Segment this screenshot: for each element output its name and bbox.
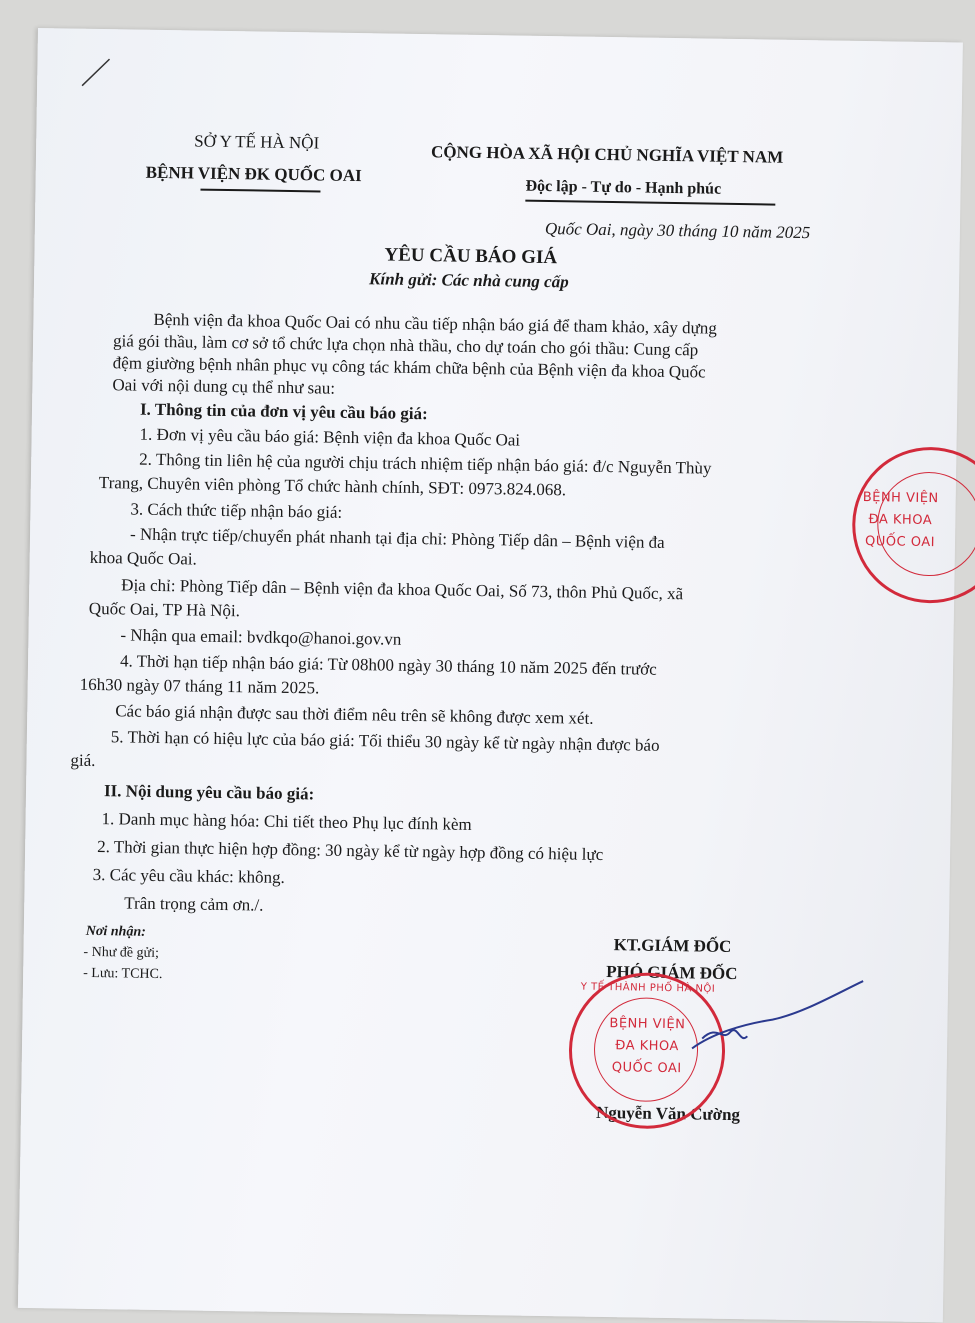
recipient-2: - Lưu: TCHC. bbox=[83, 965, 163, 983]
page-edge-seal bbox=[851, 446, 975, 604]
seal-line-3: QUỐC OAI bbox=[611, 1060, 682, 1077]
item-1: 1. Đơn vị yêu cầu báo giá: Bệnh viện đa khoa Quốc Oai bbox=[139, 424, 521, 450]
address-line-2: Quốc Oai, TP Hà Nội. bbox=[88, 598, 241, 621]
recipient-line: Kính gửi: Các nhà cung cấp bbox=[368, 269, 569, 292]
item-3-email: - Nhận qua email: bvdkqo@hanoi.gov.vn bbox=[120, 625, 402, 649]
signer-name: Nguyễn Văn Cường bbox=[595, 1102, 741, 1125]
intro-line-4: Oai với nội dung cụ thể như sau: bbox=[112, 375, 336, 398]
item-4-line-2: 16h30 ngày 07 tháng 11 năm 2025. bbox=[79, 674, 320, 698]
document-page bbox=[18, 28, 963, 1322]
sign-title-2: PHÓ GIÁM ĐỐC bbox=[606, 962, 738, 984]
nation-title: CỘNG HÒA XÃ HỘI CHỦ NGHĨA VIỆT NAM bbox=[430, 142, 784, 167]
edge-seal-line-1: BỆNH VIỆN bbox=[862, 490, 939, 507]
item-2-line-2: Trang, Chuyên viên phòng Tổ chức hành chính, SĐT: 0973.824.068. bbox=[98, 473, 567, 500]
document-title: YÊU CẦU BÁO GIÁ bbox=[384, 244, 558, 269]
pen-mark bbox=[77, 51, 118, 92]
item-5-line-2: giá. bbox=[70, 750, 96, 770]
late-quote-note: Các báo giá nhận được sau thời điểm nêu trên sẽ không được xem xét. bbox=[115, 701, 594, 728]
intro-line-2: giá gói thầu, làm cơ sở tổ chức lựa chọn nhà thầu, cho dự toán cho gói thầu: Cung cấp bbox=[112, 331, 699, 360]
recipient-1: - Như đề gửi; bbox=[83, 944, 160, 962]
address-line-1: Địa chỉ: Phòng Tiếp dân – Bệnh viện đa khoa Quốc Oai, Số 73, thôn Phủ Quốc, xã bbox=[121, 575, 684, 604]
closing-thanks: Trân trọng cảm ơn./. bbox=[124, 893, 264, 915]
seal-ring-text: Y TẾ THÀNH PHỐ HÀ NỘI bbox=[580, 981, 716, 995]
intro-line-3: đệm giường bệnh nhân phục vụ công tác khám chữa bệnh của Bệnh viện đa khoa Quốc bbox=[112, 353, 706, 382]
item-3-direct-line-1: - Nhận trực tiếp/chuyển phát nhanh tại địa chỉ: Phòng Tiếp dân – Bệnh viện đa bbox=[129, 524, 665, 552]
section-2-item-3: 3. Các yêu cầu khác: không. bbox=[92, 864, 285, 887]
edge-seal-line-3: QUỐC OAI bbox=[864, 534, 936, 551]
recipients-label: Nơi nhận: bbox=[85, 923, 146, 940]
seal-line-1: BỆNH VIỆN bbox=[609, 1016, 686, 1033]
section-2-item-1: 1. Danh mục hàng hóa: Chi tiết theo Phụ lục đính kèm bbox=[101, 809, 472, 834]
item-3: 3. Cách thức tiếp nhận báo giá: bbox=[130, 499, 343, 522]
place-date: Quốc Oai, ngày 30 tháng 10 năm 2025 bbox=[544, 218, 811, 243]
item-4-line-1: 4. Thời hạn tiếp nhận báo giá: Từ 08h00 ngày 30 tháng 10 năm 2025 đến trước bbox=[119, 651, 657, 679]
item-3-direct-line-2: khoa Quốc Oai. bbox=[89, 547, 197, 569]
section-2-item-2: 2. Thời gian thực hiện hợp đồng: 30 ngày kể từ ngày hợp đồng có hiệu lực bbox=[97, 837, 604, 864]
item-5-line-1: 5. Thời hạn có hiệu lực của báo giá: Tối thiểu 30 ngày kể từ ngày nhận được báo bbox=[110, 727, 660, 755]
section-2-heading: II. Nội dung yêu cầu báo giá: bbox=[103, 781, 315, 804]
hospital-name: BỆNH VIỆN ĐK QUỐC OAI bbox=[145, 162, 362, 186]
motto-underline bbox=[525, 200, 775, 205]
intro-line-1: Bệnh viện đa khoa Quốc Oai có nhu cầu tiếp nhận báo giá để tham khảo, xây dựng bbox=[153, 309, 717, 338]
seal-line-2: ĐA KHOA bbox=[615, 1038, 679, 1055]
item-2-line-1: 2. Thông tin liên hệ của người chịu trách nhiệm tiếp nhận báo giá: đ/c Nguyễn Thùy bbox=[139, 449, 712, 478]
hospital-underline bbox=[200, 189, 320, 192]
national-motto: Độc lập - Tự do - Hạnh phúc bbox=[525, 177, 722, 198]
edge-seal-line-2: ĐA KHOA bbox=[868, 512, 933, 529]
department-name: SỞ Y TẾ HÀ NỘI bbox=[194, 131, 320, 153]
handwritten-signature bbox=[622, 962, 884, 1066]
sign-title-1: KT.GIÁM ĐỐC bbox=[613, 935, 732, 957]
section-1-heading: I. Thông tin của đơn vị yêu cầu báo giá: bbox=[139, 399, 428, 424]
